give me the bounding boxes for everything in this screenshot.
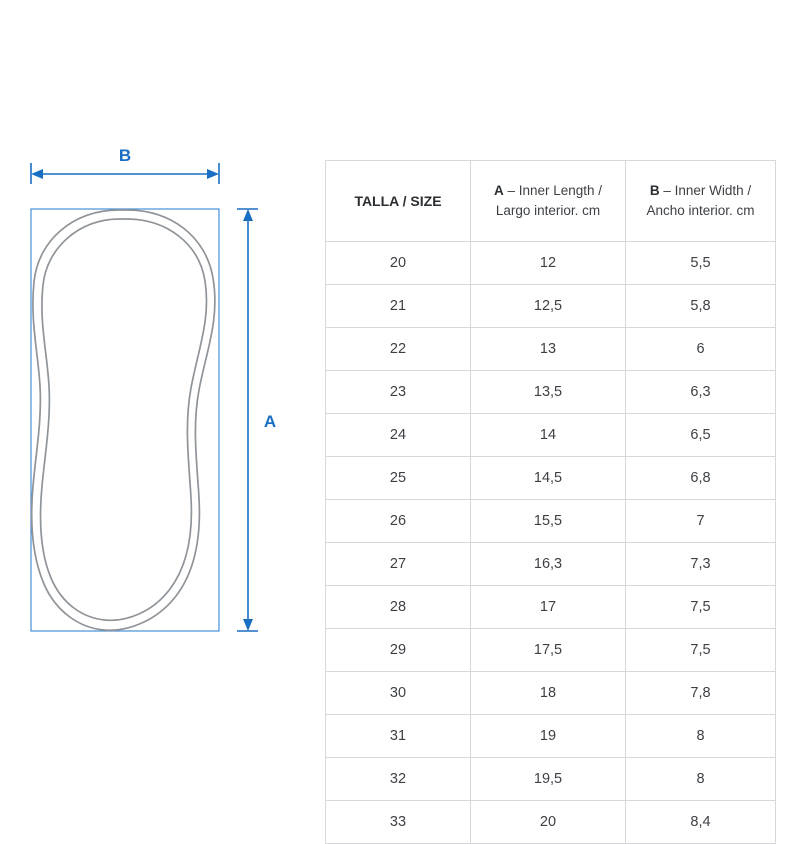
cell-size: 23 [326, 371, 471, 414]
cell-size: 32 [326, 758, 471, 801]
cell-length: 18 [471, 672, 626, 715]
width-dimension-arrow [31, 163, 219, 184]
cell-size: 25 [326, 457, 471, 500]
cell-length: 14 [471, 414, 626, 457]
cell-width: 6 [626, 328, 776, 371]
cell-size: 21 [326, 285, 471, 328]
cell-size: 22 [326, 328, 471, 371]
length-dimension-arrow [237, 209, 258, 631]
table-row [326, 457, 776, 500]
table-row [326, 586, 776, 629]
cell-length: 19,5 [471, 758, 626, 801]
insole-outline-inner [41, 219, 207, 620]
cell-size: 26 [326, 500, 471, 543]
cell-size: 28 [326, 586, 471, 629]
header-length-text: – Inner Length / [503, 183, 603, 199]
cell-width: 5,8 [626, 285, 776, 328]
cell-length: 13,5 [471, 371, 626, 414]
measurement-diagram [0, 0, 310, 800]
cell-size: 30 [326, 672, 471, 715]
cell-width: 8,4 [626, 801, 776, 844]
table-row [326, 543, 776, 586]
cell-width: 5,5 [626, 242, 776, 285]
cell-size: 20 [326, 242, 471, 285]
cell-width: 7,5 [626, 586, 776, 629]
header-width-text-es: Ancho interior. cm [646, 203, 755, 218]
cell-length: 15,5 [471, 500, 626, 543]
table-row [326, 285, 776, 328]
table-row [326, 500, 776, 543]
column-header-inner-length [471, 161, 626, 242]
cell-length: 16,3 [471, 543, 626, 586]
table-row [326, 371, 776, 414]
table-row [326, 328, 776, 371]
cell-width: 6,5 [626, 414, 776, 457]
cell-length: 12,5 [471, 285, 626, 328]
length-label-a: A [263, 412, 277, 431]
cell-width: 8 [626, 758, 776, 801]
table-body [326, 242, 776, 844]
header-width-text: – Inner Width / [659, 183, 752, 199]
cell-width: 6,8 [626, 457, 776, 500]
cell-size: 29 [326, 629, 471, 672]
size-table [325, 160, 776, 844]
cell-size: 33 [326, 801, 471, 844]
cell-size: 31 [326, 715, 471, 758]
cell-length: 17 [471, 586, 626, 629]
table-header [326, 161, 776, 242]
cell-length: 14,5 [471, 457, 626, 500]
column-header-inner-width [626, 161, 776, 242]
width-label-b: B [118, 146, 132, 165]
cell-width: 7,8 [626, 672, 776, 715]
cell-size: 27 [326, 543, 471, 586]
table-header-row [326, 161, 776, 242]
table-row [326, 629, 776, 672]
table-row [326, 672, 776, 715]
cell-length: 17,5 [471, 629, 626, 672]
cell-size: 24 [326, 414, 471, 457]
cell-width: 7 [626, 500, 776, 543]
cell-length: 13 [471, 328, 626, 371]
header-length-text-es: Largo interior. cm [495, 203, 601, 218]
size-table-container [325, 160, 775, 844]
cell-length: 19 [471, 715, 626, 758]
cell-length: 20 [471, 801, 626, 844]
cell-width: 6,3 [626, 371, 776, 414]
table-row [326, 801, 776, 844]
cell-length: 12 [471, 242, 626, 285]
cell-width: 7,3 [626, 543, 776, 586]
table-row [326, 715, 776, 758]
column-header-size: TALLA / SIZE [326, 161, 471, 242]
header-letter-a: A [493, 183, 504, 199]
table-row [326, 242, 776, 285]
table-row [326, 414, 776, 457]
table-row [326, 758, 776, 801]
cell-width: 8 [626, 715, 776, 758]
header-letter-b: B [649, 183, 660, 199]
cell-width: 7,5 [626, 629, 776, 672]
